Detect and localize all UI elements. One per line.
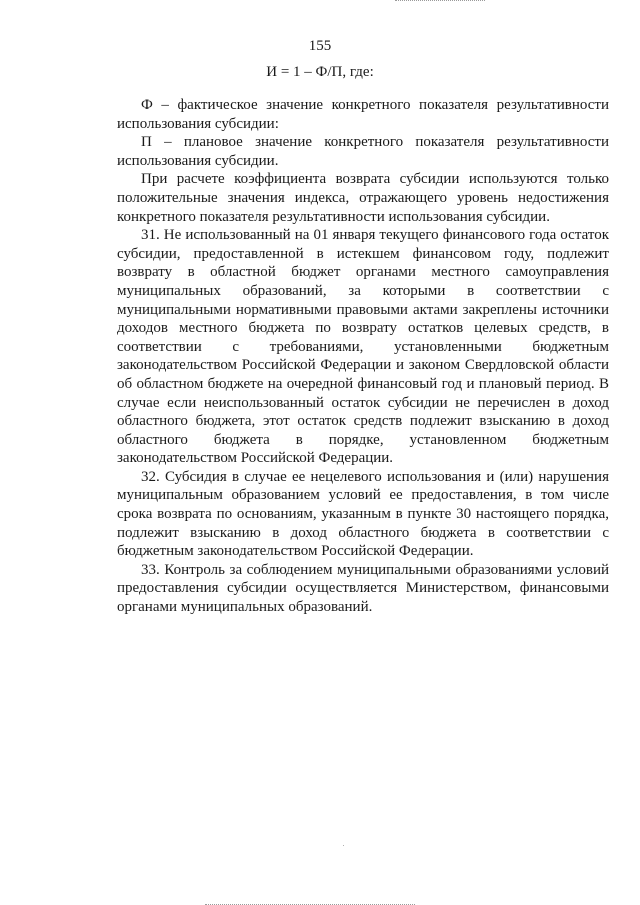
scan-artifact [395, 0, 485, 4]
paragraph-coefficient: При расчете коэффициента возврата субсидии используются только положительные значения индекса, отражающего уровень недостижения конкретного показателя результативности использования субсидии. [117, 171, 609, 225]
definition-f: Ф – фактическое значение конкретного показателя результативности использования субсидии: [117, 97, 609, 132]
definition-p: П – плановое значение конкретного показателя результативности использования субсидии. [117, 134, 609, 169]
formula: И = 1 – Ф/П, где: [266, 64, 374, 80]
scan-artifact [205, 901, 415, 905]
scan-speck [343, 845, 344, 846]
document-body [117, 96, 609, 617]
page-number: 155 [308, 38, 332, 54]
paragraph-33: 33. Контроль за соблюдением муниципальными образованиями условий предоставления субсидии осуществляется Министерством, финансовыми органами муниципальных образований. [117, 561, 609, 616]
paragraph-31: 31. Не использованный на 01 января текущего финансового года остаток субсидии, предоставленной в истекшем финансовом году, подлежит возврату в областной бюджет органами местного самоуправления муниципальных образований, за которыми в соответствии с муниципальными нормативными правовыми актами закреплены источники доходов местного бюджета по возврату остатков целевых средств, в соответствии с требованиями, установленными бюджетным законодательством Российской Федерации и законом Свердловской области об областном бюджете на очередной финансовый год и плановый период. В случае если неиспользованный остаток субсидии не перечислен в доход областного бюджета, этот остаток средств подлежит взысканию в доход областного бюджета в порядке, установленном бюджетным законодательством Российской Федерации. [117, 227, 609, 467]
paragraph-32: 32. Субсидия в случае ее нецелевого использования и (или) нарушения муниципальным образованием условий ее предоставления, в том числе срока возврата по основаниям, указанным в пункте 30 настоящего порядка, подлежит взысканию в доход областного бюджета в соответствии с бюджетным законодательством Российской Федерации. [117, 468, 609, 560]
